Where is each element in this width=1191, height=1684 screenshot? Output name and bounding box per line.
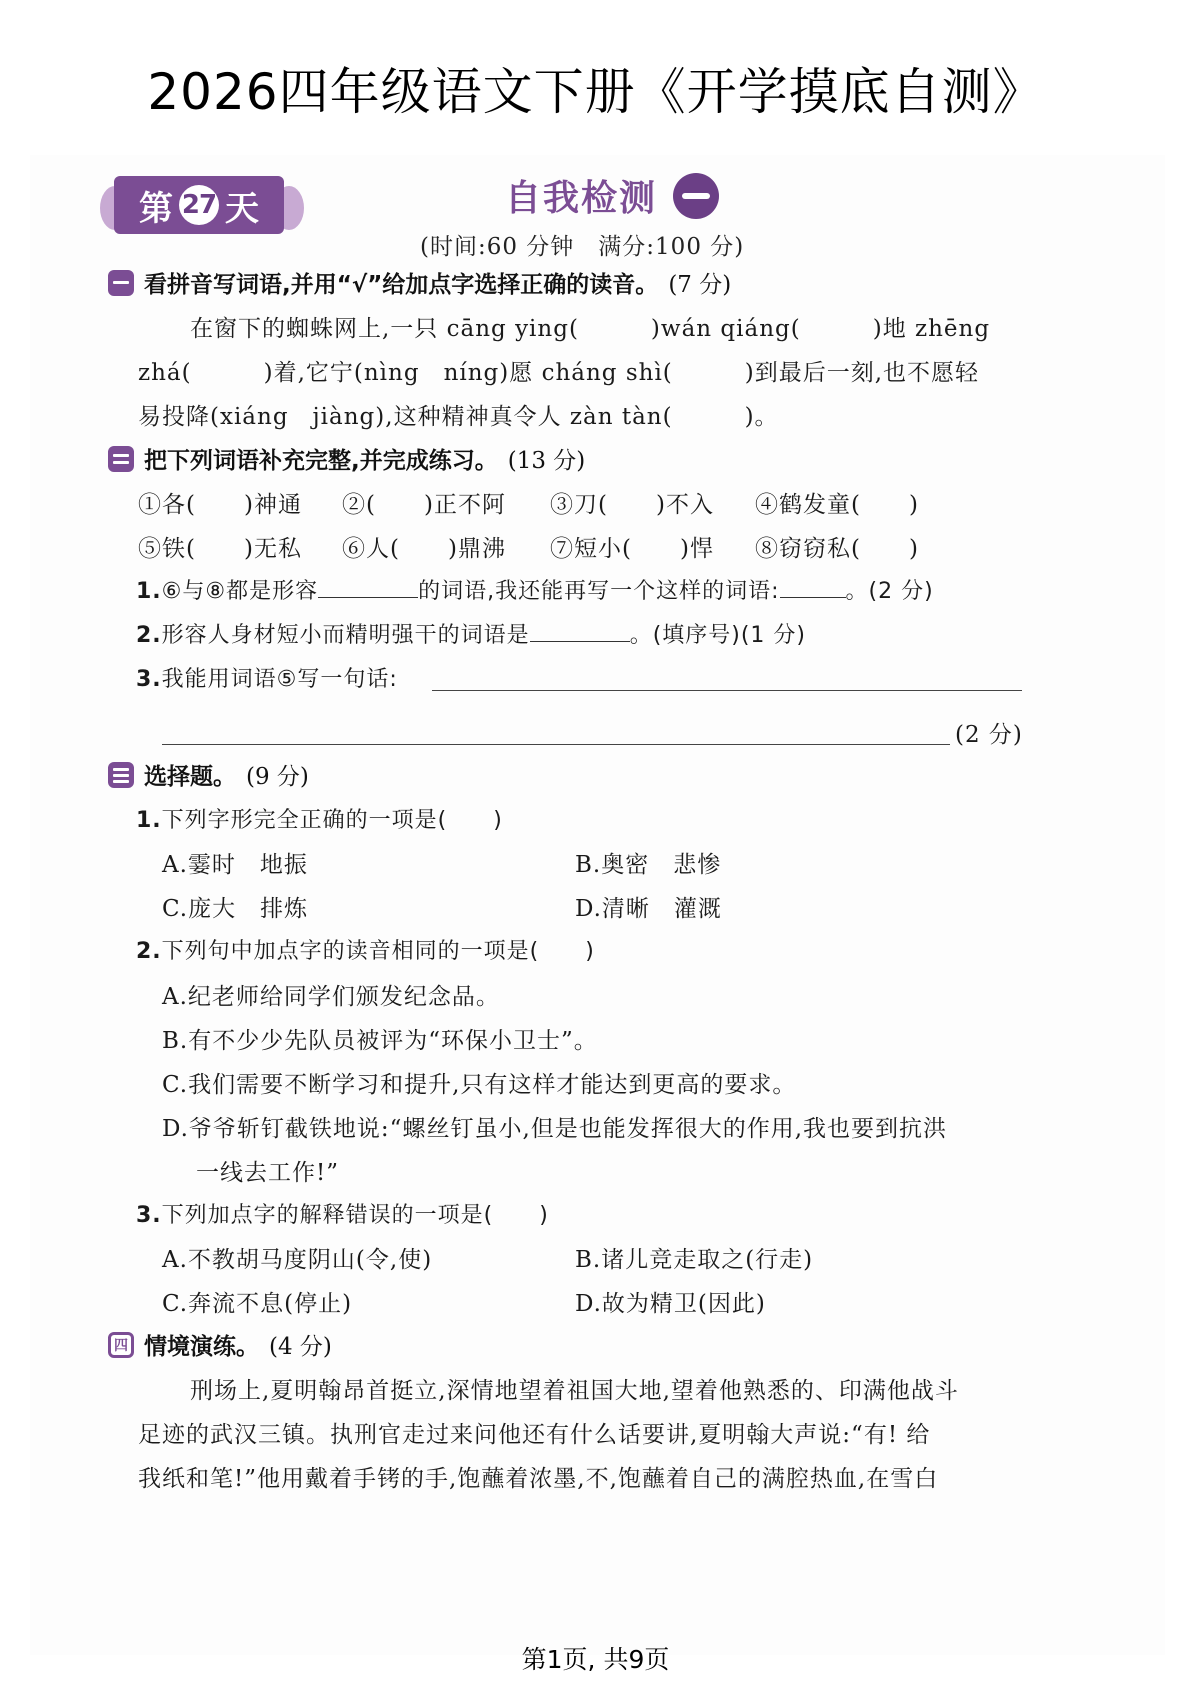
option-a[interactable]: A.纪老师给同学们颁发纪念品。 — [162, 984, 500, 1010]
section-3-question-3: 3.下列加点字的解释错误的一项是( ) — [136, 1203, 549, 1228]
option-c[interactable]: C.庞大 排炼 — [162, 896, 309, 922]
section-2-points: (13 分) — [507, 448, 586, 474]
test-title-text: 自我检测 — [505, 178, 658, 219]
word-item-8: ⑧窃窃私( ) — [755, 536, 919, 562]
word-item-5: ⑤铁( )无私 — [138, 536, 302, 562]
day-suffix: 天 — [225, 188, 259, 229]
option-d[interactable]: D.清晰 灌溉 — [575, 896, 722, 922]
option-b[interactable]: B.奥密 悲惨 — [575, 852, 722, 878]
passage-line-3: 我纸和笔!”他用戴着手铐的手,饱蘸着浓墨,不,饱蘸着自己的满腔热血,在雪白 — [138, 1466, 939, 1492]
word-item-7: ⑦短小( )悍 — [550, 536, 714, 562]
option-d[interactable]: D.故为精卫(因此) — [575, 1291, 766, 1317]
section-2-question-3: 3.我能用词语⑤写一句话: — [136, 667, 398, 692]
section-one-icon — [108, 270, 134, 296]
word-item-6: ⑥人( )鼎沸 — [342, 536, 506, 562]
page-indicator: 第1页, 共9页 — [521, 1645, 670, 1674]
section-3-question-2: 2.下列句中加点字的读音相同的一项是( ) — [136, 939, 595, 964]
option-b[interactable]: B.有不少少先队员被评为“环保小卫士”。 — [162, 1028, 598, 1054]
section-1-line-3: 易投降(xiáng jiàng),这种精神真令人 zàn tàn( )。 — [138, 404, 779, 430]
section-2-question-3-points: (2 分) — [955, 722, 1023, 748]
answer-line-2[interactable] — [162, 744, 950, 745]
section-3-question-1: 1.下列字形完全正确的一项是( ) — [136, 808, 503, 833]
option-d[interactable]: D.爷爷斩钉截铁地说:“螺丝钉虽小,但是也能发挥很大的作用,我也要到抗洪 — [162, 1116, 948, 1142]
day-prefix: 第 — [139, 188, 173, 229]
option-b[interactable]: B.诸儿竞走取之(行走) — [575, 1247, 814, 1273]
section-2-question-2: 2.形容人身材短小而精明强干的词语是 。(填序号)(1 分) — [136, 623, 807, 648]
section-2-heading — [108, 442, 585, 475]
option-c[interactable]: C.我们需要不断学习和提升,只有这样才能达到更高的要求。 — [162, 1072, 797, 1098]
section-2-title: 把下列词语补充完整,并完成练习。 — [144, 448, 498, 474]
section-3-points: (9 分) — [246, 764, 309, 790]
option-a[interactable]: A.不教胡马度阴山(令,使) — [162, 1247, 433, 1273]
word-item-4: ④鹤发童( ) — [755, 492, 919, 518]
word-item-1: ①各( )神通 — [138, 492, 302, 518]
section-1-points: (7 分) — [668, 272, 732, 298]
passage-line-1: 刑场上,夏明翰昂首挺立,深情地望着祖国大地,望着他熟悉的、印满他战斗 — [190, 1378, 959, 1404]
option-d-continued: 一线去工作!” — [196, 1160, 340, 1186]
section-1-title: 看拼音写词语,并用“√”给加点字选择正确的读音。 — [144, 272, 659, 298]
document-title: 2026四年级语文下册《开学摸底自测》 — [147, 63, 1044, 121]
circle-one-icon — [673, 173, 719, 219]
answer-blank[interactable] — [780, 596, 846, 598]
option-c[interactable]: C.奔流不息(停止) — [162, 1291, 353, 1317]
section-two-icon — [108, 446, 134, 472]
day-badge — [108, 176, 294, 234]
section-1-heading — [108, 266, 731, 299]
test-title — [505, 170, 719, 221]
section-three-icon — [108, 762, 134, 788]
answer-line-1[interactable] — [432, 690, 1022, 691]
section-2-question-1: 1.⑥与⑧都是形容 的词语,我还能再写一个这样的词语: 。(2 分) — [136, 579, 934, 604]
section-4-heading — [108, 1328, 332, 1361]
option-a[interactable]: A.霎时 地振 — [162, 852, 308, 878]
answer-blank[interactable] — [530, 640, 630, 642]
day-number: 27 — [179, 185, 219, 225]
section-4-title: 情境演练。 — [144, 1334, 259, 1360]
word-item-3: ③刀( )不入 — [550, 492, 714, 518]
answer-blank[interactable] — [318, 596, 418, 598]
day-badge-body — [114, 176, 284, 234]
word-item-2: ②( )正不阿 — [342, 492, 506, 518]
passage-line-2: 足迹的武汉三镇。执刑官走过来问他还有什么话要讲,夏明翰大声说:“有! 给 — [138, 1422, 931, 1448]
section-1-line-2: zhá( )着,它宁(nìng níng)愿 cháng shì( )到最后一刻,也不愿轻 — [138, 360, 980, 386]
section-four-icon: 四 — [108, 1332, 134, 1358]
section-1-line-1: 在窗下的蜘蛛网上,一只 cāng ying( )wán qiáng( )地 zhēng — [190, 316, 991, 342]
section-4-points: (4 分) — [269, 1334, 332, 1360]
section-3-title: 选择题。 — [144, 764, 236, 790]
section-3-heading — [108, 758, 309, 791]
time-note: (时间:60 分钟 满分:100 分) — [420, 234, 745, 260]
